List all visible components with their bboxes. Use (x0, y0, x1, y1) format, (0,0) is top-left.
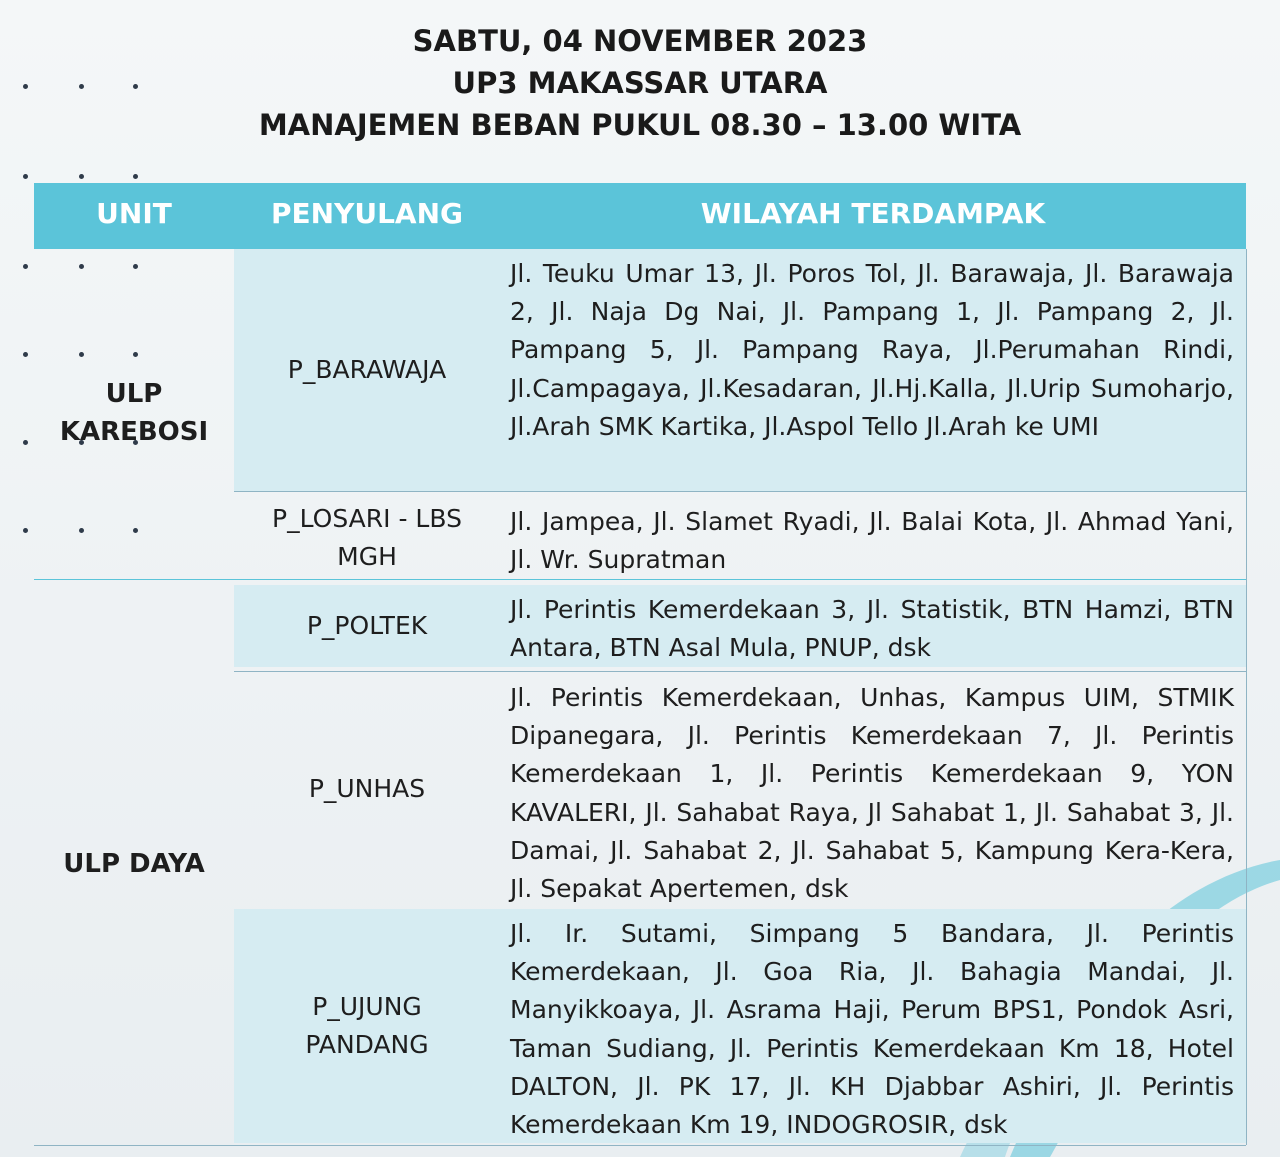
area-cell: Jl. Perintis Kemerdekaan 3, Jl. Statistik, BTN Hamzi, BTN Antara, BTN Asal Mula, PNUP, dsk (510, 595, 1234, 663)
unit-label: ULP DAYA (63, 849, 205, 879)
feeder-label: P_POLTEK (306, 611, 428, 640)
group-divider (34, 579, 1246, 580)
feeder-label: P_UNHAS (308, 774, 426, 803)
header-date: SABTU, 04 NOVEMBER 2023 (412, 24, 868, 58)
row-divider (234, 491, 1246, 492)
table-bottom-rule (34, 1145, 1246, 1146)
feeder-label: P_BARAWAJA (287, 355, 447, 384)
area-cell: Jl. Ir. Sutami, Simpang 5 Bandara, Jl. Perintis Kemerdekaan, Jl. Goa Ria, Jl. Bahagia Mandai, Jl. Manyikkoaya, Jl. Asrama Haji, Perum BPS1, Pondok Asri, Taman Sudiang, Jl. Perintis Kemerdekaan Km 18, Hotel DALTON, Jl. PK 17, Jl. KH Djabbar Ashiri, Jl. Perintis Kemerdekaan Km 19, INDOGROSIR, dsk (510, 919, 1234, 1140)
column-header-area: WILAYAH TERDAMPAK (700, 197, 1046, 230)
area-cell: Jl. Teuku Umar 13, Jl. Poros Tol, Jl. Barawaja, Jl. Barawaja 2, Jl. Naja Dg Nai, Jl. Pampang 1, Jl. Pampang 2, Jl. Pampang 5, Jl. Pampang Raya, Jl.Perumahan Rindi, Jl.Campagaya, Jl.Kesadaran, Jl.Hj.Kalla, Jl.Urip Sumoharjo, Jl.Arah SMK Kartika, Jl.Aspol Tello Jl.Arah ke UMI (510, 259, 1234, 441)
area-cell: Jl. Perintis Kemerdekaan, Unhas, Kampus UIM, STMIK Dipanegara, Jl. Perintis Kemerdekaan 7, Jl. Perintis Kemerdekaan 1, Jl. Perintis Kemerdekaan 9, YON KAVALERI, Jl. Sahabat Raya, Jl Sahabat 1, Jl. Sahabat 3, Jl. Damai, Jl. Sahabat 2, Jl. Sahabat 5, Kampung Kera-Kera, Jl. Sepakat Apertemen, dsk (510, 683, 1234, 904)
unit-label: ULP (105, 379, 163, 409)
table-header-row (34, 183, 1246, 249)
column-header-unit: UNIT (96, 197, 172, 230)
feeder-label: P_UJUNG (312, 992, 422, 1021)
feeder-label: MGH (337, 542, 397, 571)
row-divider (234, 671, 1246, 672)
column-header-feeder: PENYULANG (270, 197, 464, 230)
feeder-label: P_LOSARI - LBS (272, 504, 462, 533)
header-schedule: MANAJEMEN BEBAN PUKUL 08.30 – 13.00 WITA (258, 108, 1022, 142)
area-cell: Jl. Jampea, Jl. Slamet Ryadi, Jl. Balai Kota, Jl. Ahmad Yani, Jl. Wr. Supratman (510, 507, 1234, 575)
header-office: UP3 MAKASSAR UTARA (452, 66, 828, 100)
table-right-rule (1246, 249, 1247, 1145)
unit-label: KAREBOSI (59, 417, 209, 447)
feeder-label: PANDANG (305, 1030, 429, 1059)
